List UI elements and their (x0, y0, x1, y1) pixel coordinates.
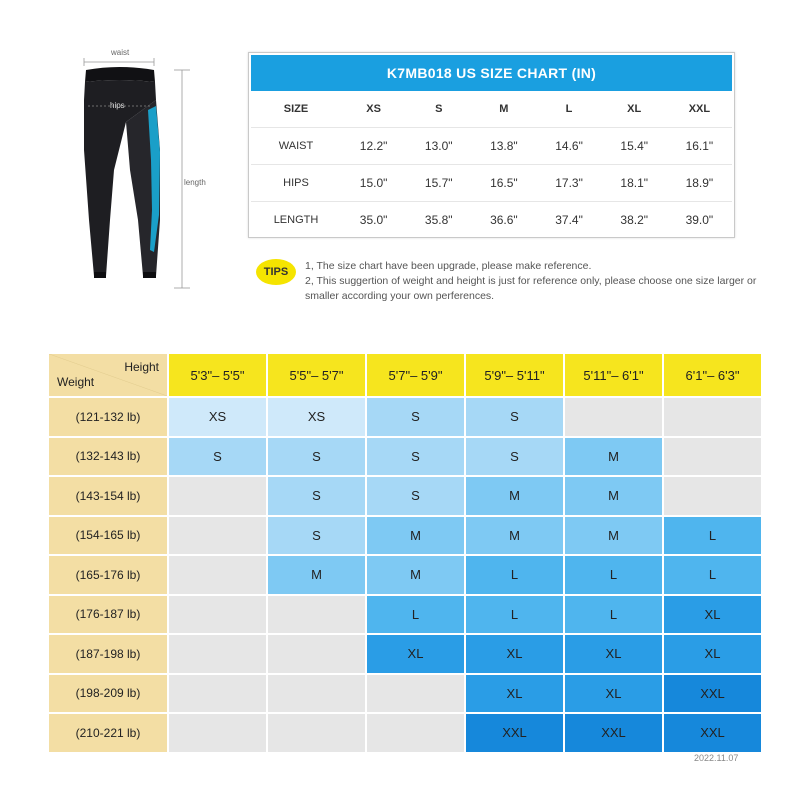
size-cell: S (367, 477, 464, 515)
empty-size-cell (169, 477, 266, 515)
height-header-cell: 5'5"– 5'7" (268, 354, 365, 396)
weight-row-label: (154-165 lb) (49, 517, 167, 555)
size-chart-header-row (251, 91, 732, 128)
row-label: HIPS (251, 165, 341, 202)
size-chart-title: K7MB018 US SIZE CHART (IN) (251, 55, 732, 91)
tips-badge: TIPS (256, 259, 296, 285)
size-cell: XS (268, 398, 365, 436)
measure-cell: 39.0" (667, 202, 732, 239)
empty-size-cell (367, 675, 464, 713)
weight-row-label: (176-187 lb) (49, 596, 167, 634)
weight-row-label: (187-198 lb) (49, 635, 167, 673)
weight-row-label: (143-154 lb) (49, 477, 167, 515)
weight-row-label: (210-221 lb) (49, 714, 167, 752)
measure-cell: 35.8" (406, 202, 471, 239)
weight-row-label: (132-143 lb) (49, 438, 167, 476)
size-cell: XL (466, 635, 563, 673)
size-cell: XL (565, 675, 662, 713)
weight-row-label: (165-176 lb) (49, 556, 167, 594)
size-cell: XL (367, 635, 464, 673)
empty-size-cell (169, 714, 266, 752)
empty-size-cell (268, 675, 365, 713)
size-cell: S (466, 398, 563, 436)
empty-size-cell (268, 596, 365, 634)
measure-cell: 12.2" (341, 128, 406, 165)
measure-cell: 18.9" (667, 165, 732, 202)
size-cell: S (268, 517, 365, 555)
empty-size-cell (169, 596, 266, 634)
size-cell: L (466, 556, 563, 594)
measure-cell: 38.2" (602, 202, 667, 239)
size-cell: XXL (466, 714, 563, 752)
empty-size-cell (565, 398, 662, 436)
weight-row-label: (198-209 lb) (49, 675, 167, 713)
cycling-pants-image (64, 40, 234, 300)
size-cell: XXL (565, 714, 662, 752)
hips-label: hips (110, 101, 125, 110)
measure-cell: 16.1" (667, 128, 732, 165)
header-cell: XS (366, 103, 381, 115)
empty-size-cell (169, 675, 266, 713)
size-chart-row-hips (251, 165, 732, 202)
height-header-cell: 6'1"– 6'3" (664, 354, 761, 396)
size-cell: S (268, 438, 365, 476)
empty-size-cell (664, 438, 761, 476)
pants-illustration (64, 40, 234, 300)
size-cell: M (565, 477, 662, 515)
measure-cell: 13.0" (406, 128, 471, 165)
measure-cell: 13.8" (471, 128, 536, 165)
chart-date: 2022.11.07 (694, 753, 739, 763)
empty-size-cell (268, 635, 365, 673)
grid-corner (49, 354, 167, 396)
header-cell: L (565, 103, 573, 115)
empty-size-cell (664, 477, 761, 515)
measure-cell: 16.5" (471, 165, 536, 202)
size-cell: M (565, 438, 662, 476)
header-cell: M (499, 103, 509, 115)
size-cell: S (169, 438, 266, 476)
measure-cell: 17.3" (536, 165, 601, 202)
measure-cell: 15.0" (341, 165, 406, 202)
size-cell: L (565, 556, 662, 594)
empty-size-cell (169, 635, 266, 673)
waist-label: waist (111, 48, 130, 57)
size-cell: L (367, 596, 464, 634)
weight-axis-label: Weight (57, 375, 95, 389)
size-cell: S (466, 438, 563, 476)
tips-text (305, 259, 765, 304)
measure-cell: 14.6" (536, 128, 601, 165)
height-axis-label: Height (124, 360, 159, 374)
measure-cell: 15.4" (602, 128, 667, 165)
height-header-cell: 5'7"– 5'9" (367, 354, 464, 396)
size-cell: L (664, 517, 761, 555)
header-cell: XXL (688, 103, 711, 115)
size-cell: XL (664, 635, 761, 673)
size-cell: XXL (664, 714, 761, 752)
measure-cell: 35.0" (341, 202, 406, 239)
height-weight-size-grid (49, 354, 761, 752)
size-cell: XS (169, 398, 266, 436)
size-cell: S (268, 477, 365, 515)
size-cell: M (466, 517, 563, 555)
size-cell: S (367, 398, 464, 436)
header-cell: XL (627, 103, 642, 115)
size-cell: L (565, 596, 662, 634)
empty-size-cell (268, 714, 365, 752)
measure-cell: 15.7" (406, 165, 471, 202)
size-chart-row-waist (251, 128, 732, 165)
header-cell: SIZE (283, 103, 309, 115)
empty-size-cell (169, 556, 266, 594)
tips-line-1: 1, The size chart have been upgrade, please make reference. (305, 260, 592, 272)
length-label: length (184, 178, 206, 187)
measure-cell: 18.1" (602, 165, 667, 202)
size-cell: M (367, 517, 464, 555)
measure-cell: 37.4" (536, 202, 601, 239)
height-header-cell: 5'9"– 5'11" (466, 354, 563, 396)
size-cell: M (367, 556, 464, 594)
tips-line-2: 2, This suggertion of weight and height is just for reference only, please choose one size larger or smaller according your own perferences. (305, 275, 757, 302)
row-label: WAIST (251, 128, 341, 165)
empty-size-cell (367, 714, 464, 752)
size-cell: L (664, 556, 761, 594)
empty-size-cell (664, 398, 761, 436)
size-cell: S (367, 438, 464, 476)
size-cell: XXL (664, 675, 761, 713)
size-cell: M (268, 556, 365, 594)
size-cell: M (565, 517, 662, 555)
size-cell: XL (466, 675, 563, 713)
measure-cell: 36.6" (471, 202, 536, 239)
size-chart (248, 52, 735, 238)
header-cell: S (435, 103, 443, 115)
height-header-cell: 5'11"– 6'1" (565, 354, 662, 396)
size-cell: M (466, 477, 563, 515)
height-header-cell: 5'3"– 5'5" (169, 354, 266, 396)
empty-size-cell (169, 517, 266, 555)
size-chart-table (251, 91, 732, 238)
size-cell: XL (664, 596, 761, 634)
size-cell: L (466, 596, 563, 634)
row-label: LENGTH (251, 202, 341, 239)
weight-row-label: (121-132 lb) (49, 398, 167, 436)
size-chart-row-length (251, 202, 732, 239)
size-cell: XL (565, 635, 662, 673)
